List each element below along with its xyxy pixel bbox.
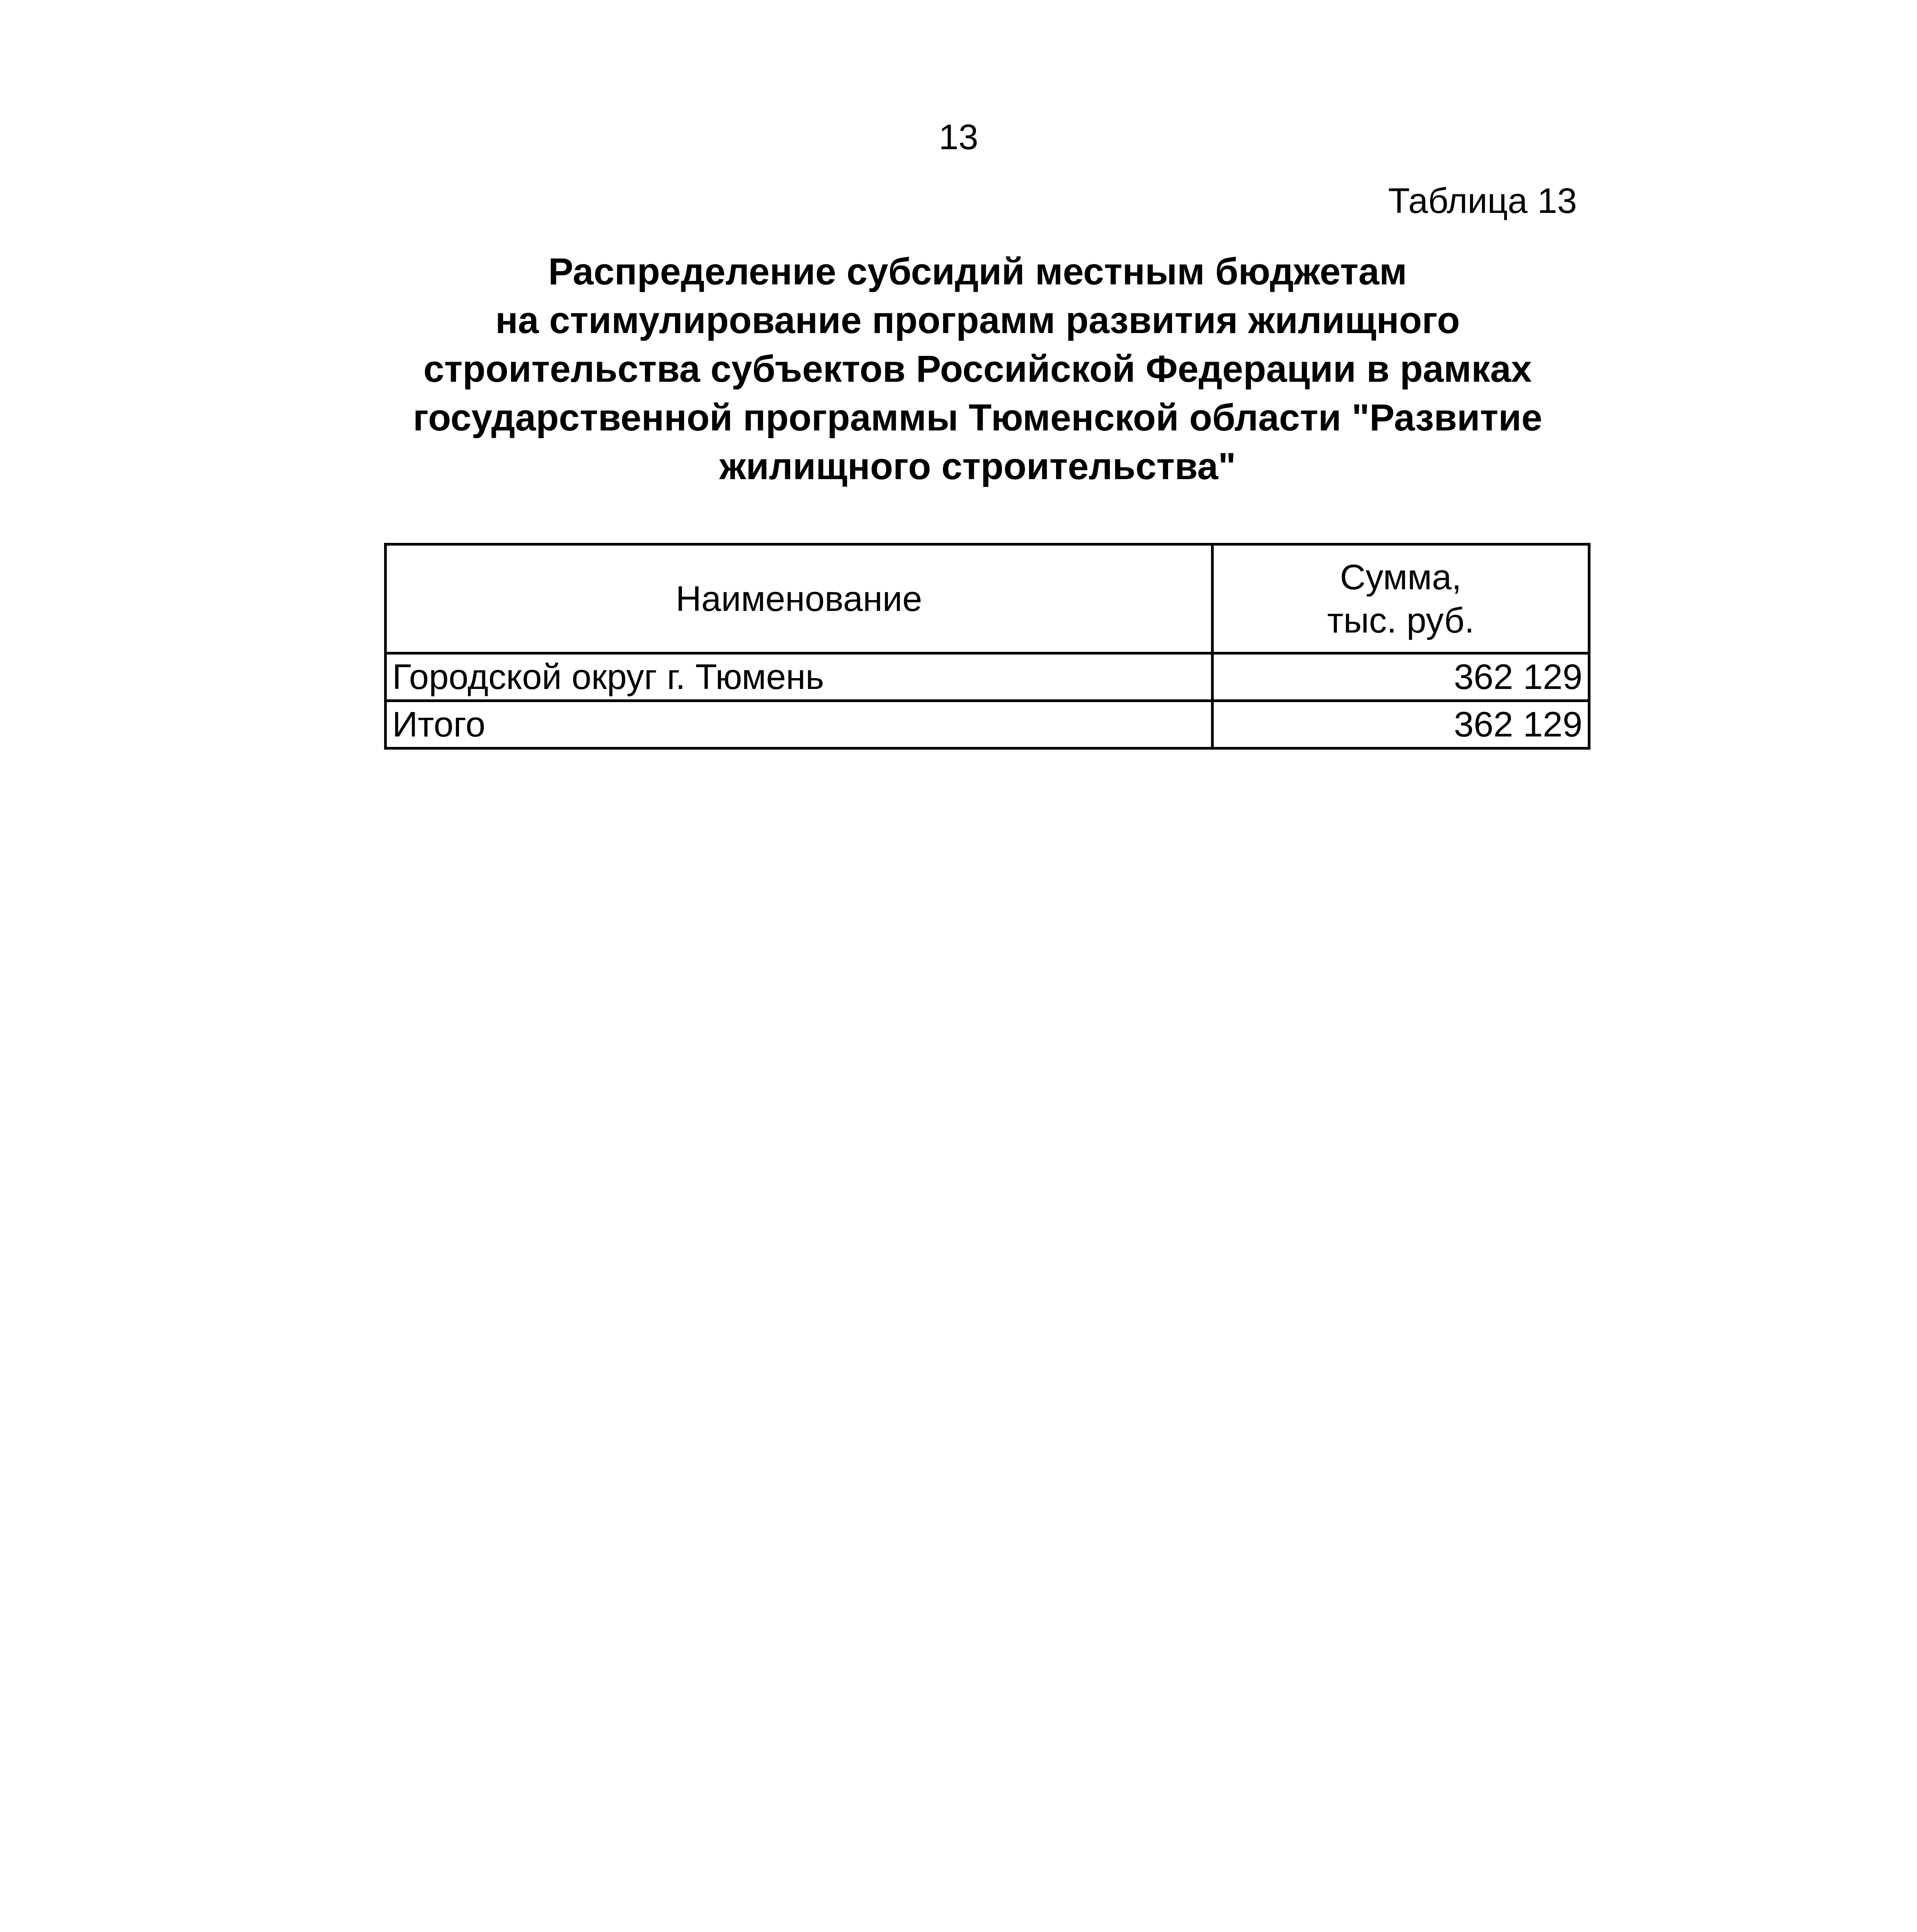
- header-sum-unit: тыс. руб.: [1327, 600, 1475, 640]
- title-line: строительства субъектов Российской Федерации в рамках: [423, 348, 1532, 390]
- header-sum-line: Сумма,: [1340, 557, 1462, 597]
- header-sum: [1213, 544, 1589, 653]
- total-label: Итого: [386, 701, 1213, 748]
- page-number: 13: [939, 117, 978, 157]
- total-sum: 362 129: [1213, 701, 1589, 748]
- row-name: Городской округ г. Тюмень: [386, 653, 1213, 701]
- subsidy-table: [384, 543, 1590, 750]
- title-line: жилищного строительства": [719, 445, 1236, 487]
- title-line: государственной программы Тюменской области "Развитие: [413, 396, 1543, 439]
- table-header-row: [386, 544, 1589, 653]
- row-sum: 362 129: [1213, 653, 1589, 701]
- title-line: на стимулирование программ развития жилищного: [495, 299, 1460, 341]
- table-row: [386, 653, 1589, 701]
- table-label: Таблица 13: [1388, 181, 1577, 221]
- title-line: Распределение субсидий местным бюджетам: [548, 250, 1407, 293]
- table-total-row: [386, 701, 1589, 748]
- document-title: [379, 247, 1577, 491]
- header-name: Наименование: [386, 544, 1213, 653]
